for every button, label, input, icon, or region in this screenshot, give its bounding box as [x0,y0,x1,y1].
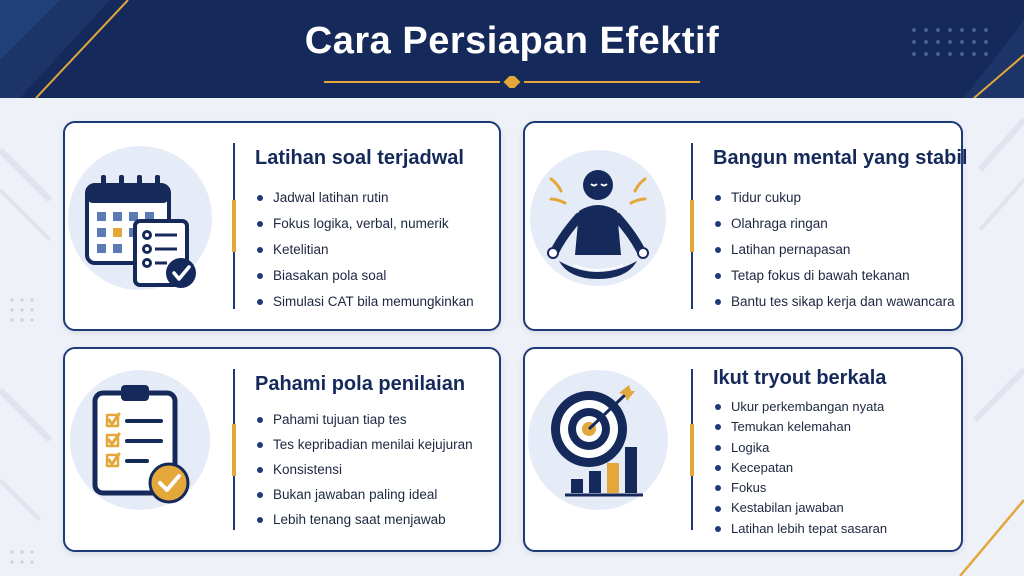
card-pola-penilaian [63,347,501,552]
list-item: Lebih tenang saat menjawab [257,507,473,532]
list-item: Jadwal latihan rutin [257,185,474,211]
list-item: Tes kepribadian menilai kejujuran [257,432,473,457]
list-item: Bantu tes sikap kerja dan wawancara [715,289,955,315]
list-item: Simulasi CAT bila memungkinkan [257,289,474,315]
card-bangun-mental [523,121,968,331]
list-item: Konsistensi [257,457,473,482]
list-item: Fokus [715,478,887,498]
card-heading: Latihan soal terjadwal [255,147,464,169]
list-item: Tidur cukup [715,185,955,211]
card-list [715,397,887,539]
list-item: Tetap fokus di bawah tekanan [715,263,955,289]
list-item: Bukan jawaban paling ideal [257,482,473,507]
list-item: Ketelitian [257,237,474,263]
list-item: Latihan lebih tepat sasaran [715,519,887,539]
card-heading: Ikut tryout berkala [713,367,887,389]
list-item: Kecepatan [715,458,887,478]
list-item: Fokus logika, verbal, numerik [257,211,474,237]
calendar-checklist-icon [55,133,225,303]
card-divider [233,369,235,530]
card-list [257,407,473,532]
clipboard-checklist-icon [55,355,225,525]
list-item: Temukan kelemahan [715,417,887,437]
title-underline [324,76,700,88]
card-divider [233,143,235,309]
card-tryout-berkala [523,347,963,552]
meditation-person-icon [513,133,683,303]
card-list [257,185,474,315]
list-item: Latihan pernapasan [715,237,955,263]
card-heading: Pahami pola penilaian [255,373,466,395]
card-list [715,185,955,315]
list-item: Pahami tujuan tiap tes [257,407,473,432]
card-divider [691,143,693,309]
card-divider [691,369,693,530]
page-title: Cara Persiapan Efektif [304,20,720,62]
list-item: Ukur perkembangan nyata [715,397,887,417]
list-item: Kestabilan jawaban [715,498,887,518]
list-item: Biasakan pola soal [257,263,474,289]
card-latihan-soal [63,121,501,331]
list-item: Olahraga ringan [715,211,955,237]
target-bar-chart-icon [513,355,683,525]
list-item: Logika [715,438,887,458]
header-banner [0,0,1024,98]
card-heading: Bangun mental yang stabil [713,147,968,169]
